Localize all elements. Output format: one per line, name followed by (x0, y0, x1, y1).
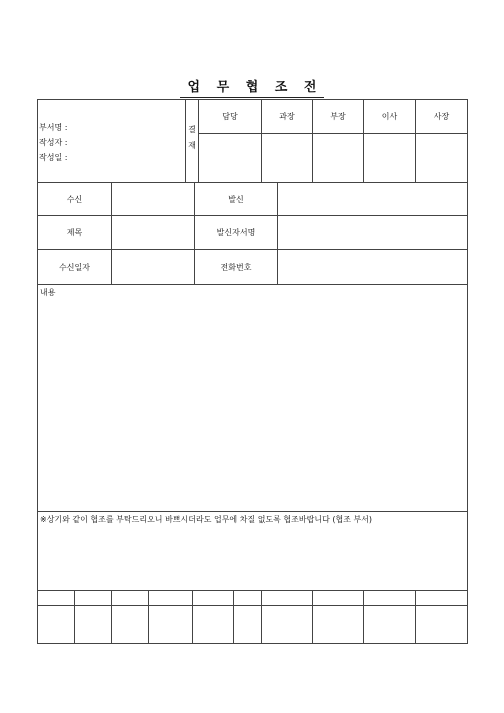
coop-sign-cell[interactable] (75, 606, 112, 644)
approval-col-section-chief: 과장 (262, 100, 313, 134)
main-form-table (37, 182, 468, 644)
phone-field[interactable] (278, 250, 468, 285)
coop-cell[interactable] (38, 591, 75, 606)
receive-date-field[interactable] (112, 250, 195, 285)
sign-box-dept-head[interactable] (313, 134, 364, 183)
subject-field[interactable] (112, 216, 195, 250)
sign-box-section-chief[interactable] (262, 134, 313, 183)
send-label: 발신 (195, 183, 278, 216)
phone-label: 전화번호 (195, 250, 278, 285)
coop-cell[interactable] (262, 591, 313, 606)
coop-sign-cell[interactable] (262, 606, 313, 644)
receive-label: 수신 (38, 183, 112, 216)
coop-sign-cell[interactable] (364, 606, 416, 644)
coop-sign-cell[interactable] (416, 606, 468, 644)
sign-box-president[interactable] (416, 134, 468, 183)
sender-sign-label: 발신자서명 (195, 216, 278, 250)
coop-cell[interactable] (313, 591, 364, 606)
coop-sign-cell[interactable] (193, 606, 234, 644)
document-title: 업 무 협 조 전 (180, 76, 325, 100)
approval-label: 결재 (186, 100, 199, 183)
subject-label: 제목 (38, 216, 112, 250)
writer-info (39, 120, 67, 165)
notice-text: ※상기와 같이 협조를 부탁드리오니 바쁘시더라도 업무에 차질 없도록 협조바랍니다 (협조 부서) (40, 515, 373, 524)
receive-field[interactable] (112, 183, 195, 216)
approval-table (37, 99, 468, 183)
approval-col-director: 이사 (364, 100, 416, 134)
sender-sign-field[interactable] (278, 216, 468, 250)
sign-box-director[interactable] (364, 134, 416, 183)
coop-cell[interactable] (75, 591, 112, 606)
date-label: 작성일 : (39, 153, 68, 162)
approval-col-dept-head: 부장 (313, 100, 364, 134)
coop-cell[interactable] (149, 591, 193, 606)
approval-col-staff: 담당 (199, 100, 262, 134)
coop-sign-cell[interactable] (38, 606, 75, 644)
coop-cell[interactable] (112, 591, 149, 606)
coop-cell[interactable] (193, 591, 234, 606)
coop-cell[interactable] (416, 591, 468, 606)
coop-sign-cell[interactable] (149, 606, 193, 644)
receive-date-label: 수신일자 (38, 250, 112, 285)
approval-col-president: 사장 (416, 100, 468, 134)
coop-sign-cell[interactable] (234, 606, 262, 644)
coop-sign-cell[interactable] (313, 606, 364, 644)
sign-box-staff[interactable] (199, 134, 262, 183)
coop-cell[interactable] (364, 591, 416, 606)
writer-label: 작성자 : (39, 138, 68, 147)
coop-cell[interactable] (234, 591, 262, 606)
send-field[interactable] (278, 183, 468, 216)
dept-label: 부서명 : (39, 123, 68, 132)
content-area[interactable] (38, 285, 468, 512)
coop-sign-cell[interactable] (112, 606, 149, 644)
content-label: 내용 (40, 288, 56, 297)
document-title-wrap (0, 76, 504, 100)
notice-area (38, 512, 468, 591)
